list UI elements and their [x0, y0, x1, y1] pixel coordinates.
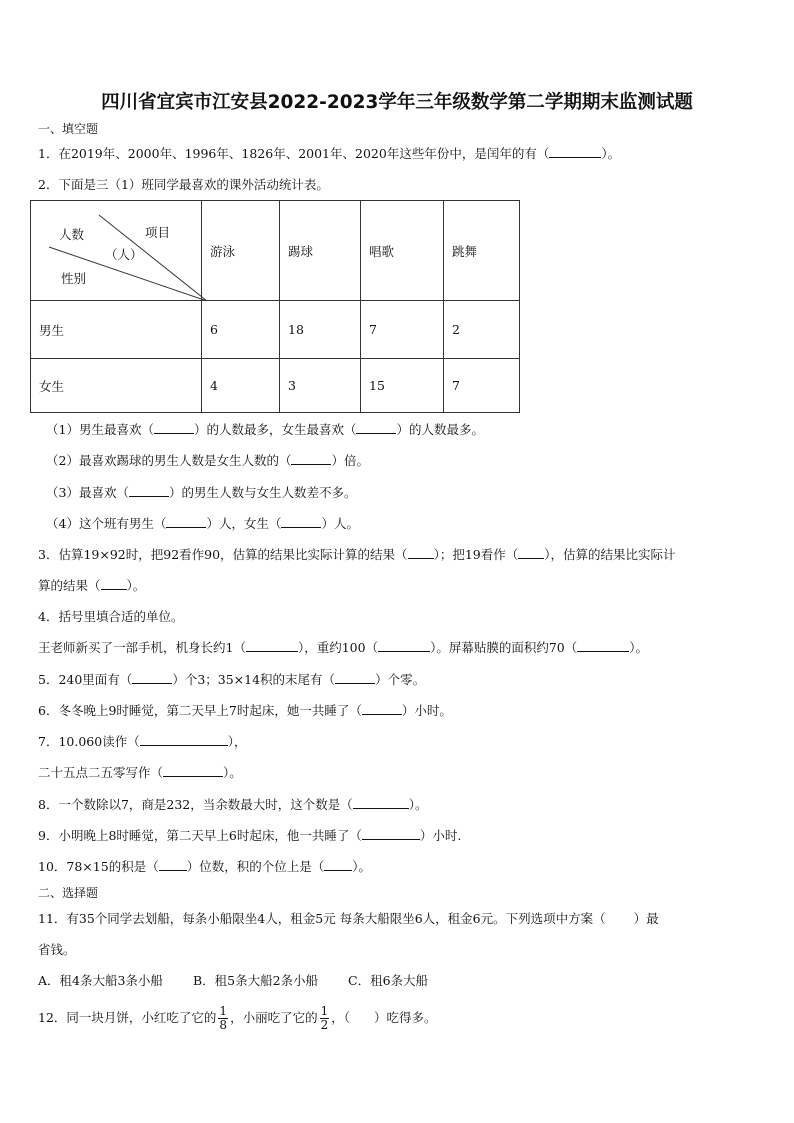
- fraction-one-half: $\frac{1}{2}$: [320, 1004, 329, 1032]
- header-label-unit: （人）: [105, 247, 143, 262]
- question-4-intro: 4．括号里填合适的单位。: [38, 609, 184, 624]
- answer-blank[interactable]: [577, 640, 629, 652]
- row-label: 男生: [31, 301, 202, 359]
- table-cell: 4: [202, 359, 280, 413]
- answer-blank[interactable]: [159, 859, 187, 871]
- question-2-sub-2: （2）最喜欢踢球的男生人数是女生人数的（ ）倍。: [46, 453, 369, 468]
- question-2-sub-1: （1）男生最喜欢（ ）的人数最多，女生最喜欢（ ）的人数最多。: [46, 422, 484, 437]
- header-label-item: 项目: [145, 225, 171, 240]
- section-heading-choice: 二、选择题: [38, 886, 99, 900]
- question-2-sub-3: （3）最喜欢（ ）的男生人数与女生人数差不多。: [46, 485, 357, 500]
- header-label-people: 人数: [59, 227, 85, 242]
- answer-blank[interactable]: [518, 547, 544, 559]
- answer-blank[interactable]: [362, 703, 402, 715]
- diagonal-header-cell: [31, 201, 202, 301]
- answer-blank[interactable]: [549, 146, 601, 158]
- question-6: 6．冬冬晚上9时睡觉，第二天早上7时起床，她一共睡了（ ）小时。: [38, 703, 452, 718]
- question-4-body: 王老师新买了一部手机，机身长约1（ ），重约100（ ）。屏幕贴膜的面积约70（ ）。: [38, 640, 649, 655]
- answer-blank[interactable]: [154, 422, 194, 434]
- question-3-line-1: 3．估算19×92时，把92看作90，估算的结果比实际计算的结果（ ）；把19看作（ ），估算的结果比实际计: [38, 547, 676, 562]
- question-7-line-2: 二十五点二五零写作（ ）。: [38, 765, 242, 780]
- question-1: 1．在2019年、2000年、1996年、1826年、2001年、2020年这些年份中，是闰年的有（ ）。: [38, 146, 621, 161]
- answer-blank[interactable]: [408, 547, 434, 559]
- question-12: 12．同一块月饼，小红吃了它的 $\frac{1}{8}$ ，小丽吃了它的 $\frac{1}{2}$ ，（ ）吃得多。: [38, 1004, 437, 1032]
- question-2-intro: 2．下面是三（1）班同学最喜欢的课外活动统计表。: [38, 177, 329, 192]
- column-header: 游泳: [202, 201, 280, 301]
- answer-blank[interactable]: [129, 485, 169, 497]
- answer-blank[interactable]: [101, 578, 127, 590]
- column-header: 跳舞: [444, 201, 520, 301]
- answer-blank[interactable]: [356, 422, 396, 434]
- answer-blank[interactable]: [291, 453, 331, 465]
- table-cell: 6: [202, 301, 280, 359]
- question-7-line-1: 7．10.060读作（ ），: [38, 734, 247, 749]
- table-row: [31, 359, 520, 413]
- answer-blank[interactable]: [362, 828, 420, 840]
- question-8: 8．一个数除以7，商是232，当余数最大时，这个数是（ ）。: [38, 797, 428, 812]
- question-5: 5．240里面有（ ）个3；35×14积的末尾有（ ）个零。: [38, 672, 426, 687]
- question-3-line-2: 算的结果（ ）。: [38, 578, 146, 593]
- column-header: 唱歌: [361, 201, 444, 301]
- table-cell: 2: [444, 301, 520, 359]
- question-11-options: [38, 973, 428, 989]
- answer-blank[interactable]: [132, 672, 172, 684]
- answer-blank[interactable]: [166, 516, 206, 528]
- table-header-row: [31, 201, 520, 301]
- table-cell: 18: [280, 301, 361, 359]
- question-10: 10．78×15的积是（ ）位数，积的个位上是（ ）。: [38, 859, 371, 874]
- header-label-gender: 性别: [61, 271, 87, 286]
- option-b[interactable]: B．租5条大船2条小船: [192, 973, 319, 988]
- answer-blank[interactable]: [246, 640, 298, 652]
- question-2-sub-4: （4）这个班有男生（ ）人，女生（ ）人。: [46, 516, 359, 531]
- fraction-one-eighth: $\frac{1}{8}$: [219, 1004, 228, 1032]
- column-header: 踢球: [280, 201, 361, 301]
- section-heading-fill-blank: 一、填空题: [38, 122, 99, 136]
- answer-blank[interactable]: [335, 672, 375, 684]
- row-label: 女生: [31, 359, 202, 413]
- option-c[interactable]: C．租6条大船: [348, 973, 429, 988]
- table-cell: 7: [361, 301, 444, 359]
- question-11-line-1: 11．有35个同学去划船，每条小船限坐4人，租金5元 每条大船限坐6人，租金6元。下列选项中方案（ ）最: [38, 911, 659, 926]
- page-title: 四川省宜宾市江安县2022-2023学年三年级数学第二学期期末监测试题: [101, 92, 693, 113]
- table-cell: 15: [361, 359, 444, 413]
- answer-blank[interactable]: [353, 797, 409, 809]
- table-cell: 7: [444, 359, 520, 413]
- answer-blank[interactable]: [378, 640, 430, 652]
- answer-blank[interactable]: [163, 765, 223, 777]
- option-a[interactable]: A．租4条大船3条小船: [38, 973, 163, 988]
- answer-blank[interactable]: [281, 516, 321, 528]
- answer-blank[interactable]: [140, 734, 228, 746]
- activity-stat-table: [30, 200, 520, 413]
- question-11-line-2: 省钱。: [38, 942, 76, 957]
- question-9: 9．小明晚上8时睡觉，第二天早上6时起床，他一共睡了（ ）小时.: [38, 828, 462, 843]
- table-cell: 3: [280, 359, 361, 413]
- answer-blank[interactable]: [324, 859, 352, 871]
- table-row: [31, 301, 520, 359]
